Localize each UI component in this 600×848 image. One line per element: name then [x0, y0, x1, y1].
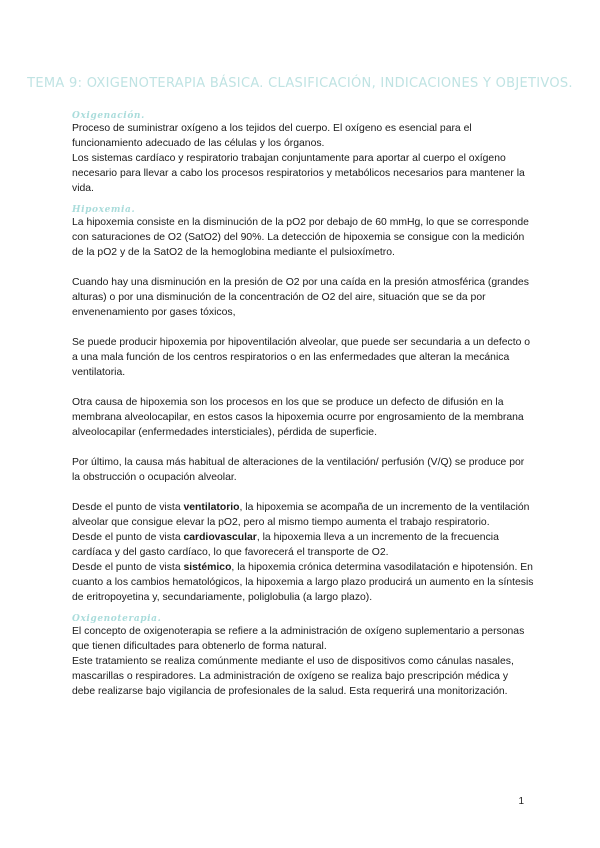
document-body: [72, 111, 534, 699]
section-heading-oxigenoterapia: Oxigenoterapia.: [72, 614, 162, 624]
page-title: TEMA 9: OXIGENOTERAPIA BÁSICA. CLASIFICACIÓN, INDICACIONES Y OBJETIVOS.: [27, 76, 573, 91]
page-number: 1: [518, 796, 524, 807]
paragraph-sistemico: Desde el punto de vista sistémico, la hipoxemia crónica determina vasodilatación e hipotensión. En cuanto a los cambios hematológicos, la hipoxemia a largo plazo producirá un aumento en la síntesis de eritropoyetina y, secundariamente, poliglobulia (a largo plazo).: [72, 562, 534, 603]
paragraph: Cuando hay una disminución en la presión de O2 por una caída en la presión atmosférica (grandes alturas) o por una disminución de la concentración de O2 del aire, situación que se da por envenenamiento por gases tóxicos,: [72, 277, 529, 318]
paragraph: La hipoxemia consiste en la disminución de la pO2 por debajo de 60 mmHg, lo que se corresponde con saturaciones de O2 (SatO2) del 90%. La detección de hipoxemia se consigue con la medición de la pO2 y de la SatO2 de la hemoglobina mediante el pulsioxímetro.: [72, 217, 529, 258]
paragraph: Los sistemas cardíaco y respiratorio trabajan conjuntamente para aportar al cuerpo el oxígeno necesario para llevar a cabo los procesos respiratorios y metabólicos necesarios para mantener la vida.: [72, 153, 525, 194]
paragraph: Otra causa de hipoxemia son los procesos en los que se produce un defecto de difusión en la membrana alveolocapilar, en estos casos la hipoxemia ocurre por engrosamiento de la membrana alveolocapilar (enfermedades intersticiales), pérdida de superficie.: [72, 397, 524, 438]
section-heading-hipoxemia: Hipoxemia.: [72, 205, 136, 215]
paragraph: El concepto de oxigenoterapia se refiere a la administración de oxígeno suplementario a personas que tienen dificultades para obtenerlo de forma natural.: [72, 626, 525, 652]
paragraph: Se puede producir hipoxemia por hipoventilación alveolar, que puede ser secundaria a un defecto o a una mala función de los centros respiratorios o en las enfermedades que alteran la mecánica ventilatoria.: [72, 337, 531, 378]
section-heading-oxigenacion: Oxigenación.: [72, 111, 145, 121]
paragraph-cardiovascular: Desde el punto de vista cardiovascular, la hipoxemia lleva a un incremento de la frecuencia cardíaca y del gasto cardíaco, lo que favorecerá el transporte de O2.: [72, 532, 499, 558]
paragraph: Este tratamiento se realiza comúnmente mediante el uso de dispositivos como cánulas nasales, mascarillas o respiradores. La administración de oxígeno se realiza bajo prescripción médica y debe realizarse bajo vigilancia de profesionales de la salud. Esta requerirá una monitorización.: [72, 656, 514, 697]
paragraph: Por último, la causa más habitual de alteraciones de la ventilación/ perfusión (V/Q) se produce por la obstrucción o ocupación alveolar.: [72, 457, 525, 483]
paragraph-ventilatorio: Desde el punto de vista ventilatorio, la hipoxemia se acompaña de un incremento de la ventilación alveolar que consigue elevar la pO2, pero al mismo tiempo aumenta el trabajo respiratorio.: [72, 502, 530, 528]
paragraph: Proceso de suministrar oxígeno a los tejidos del cuerpo. El oxígeno es esencial para el funcionamiento adecuado de las células y los órganos.: [72, 123, 472, 149]
